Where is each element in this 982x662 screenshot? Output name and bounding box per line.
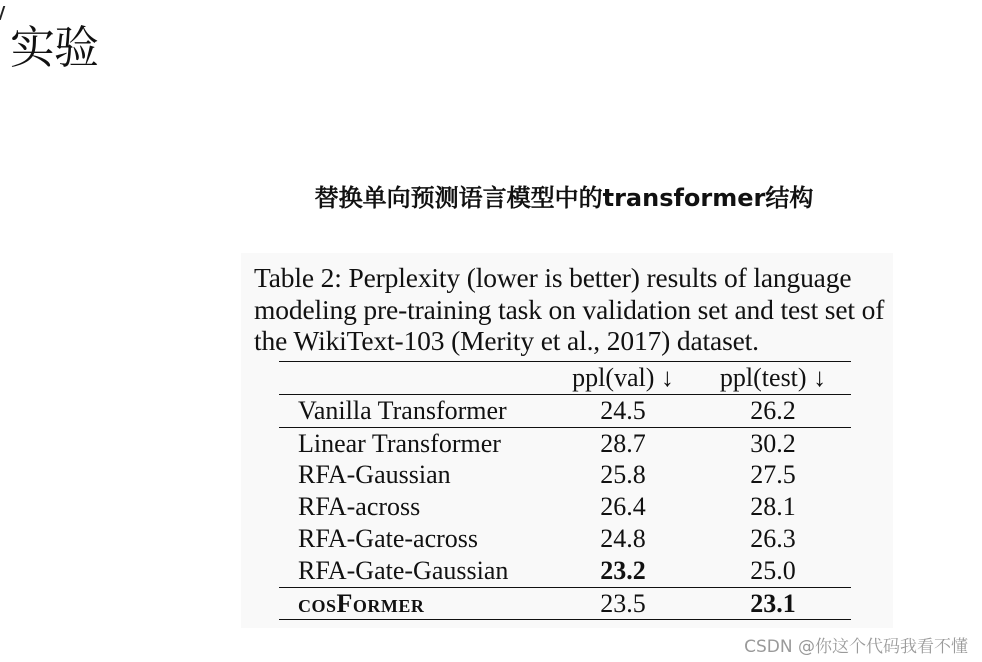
ppl-val-best: 23.2: [600, 555, 646, 585]
table-row-ours: [279, 588, 851, 620]
ppl-val: 26.4: [600, 492, 646, 522]
ppl-val: 25.8: [600, 460, 646, 490]
ppl-val: 24.8: [600, 523, 646, 553]
table-row: [279, 523, 851, 555]
model-name: RFA-Gate-across: [298, 523, 479, 553]
ppl-test-best: 23.1: [750, 588, 796, 618]
table-row: [279, 459, 851, 491]
ppl-test: 25.0: [750, 555, 796, 585]
results-table: [279, 361, 851, 620]
header-ppl-test: ppl(test) ↓: [719, 363, 827, 392]
ppl-test: 26.3: [750, 523, 796, 553]
model-name: Vanilla Transformer: [298, 395, 507, 425]
ppl-val: 28.7: [600, 428, 646, 458]
model-name: cosFormer: [298, 588, 425, 618]
ppl-test: 26.2: [750, 395, 796, 425]
ppl-test: 28.1: [750, 492, 796, 522]
table-row-baseline: [279, 395, 851, 427]
header-ppl-val: ppl(val) ↓: [572, 363, 674, 392]
model-name: RFA-Gaussian: [298, 460, 451, 490]
slide-subtitle: 替换单向预测语言模型中的transformer结构: [314, 184, 814, 212]
corner-mark: [0, 6, 5, 20]
table-figure: [241, 253, 893, 628]
table-row: [279, 428, 851, 460]
slide-title: 实验: [10, 21, 99, 74]
table-row: [279, 555, 851, 587]
ppl-val: 23.5: [600, 588, 646, 618]
table-row: [279, 491, 851, 523]
model-name: RFA-across: [298, 492, 421, 522]
header-row: [279, 362, 851, 394]
model-name: Linear Transformer: [298, 428, 501, 458]
watermark: CSDN @你这个代码我看不懂: [744, 637, 968, 657]
table-caption: Table 2: Perplexity (lower is better) results of language modeling pre-training task on validation set and test set of the WikiText-103 (Merity et al., 2017) dataset.: [254, 262, 885, 356]
ppl-test: 30.2: [750, 428, 796, 458]
model-name: RFA-Gate-Gaussian: [298, 555, 509, 585]
bottom-rule: [279, 619, 851, 620]
ppl-test: 27.5: [750, 460, 796, 490]
ppl-val: 24.5: [600, 395, 646, 425]
